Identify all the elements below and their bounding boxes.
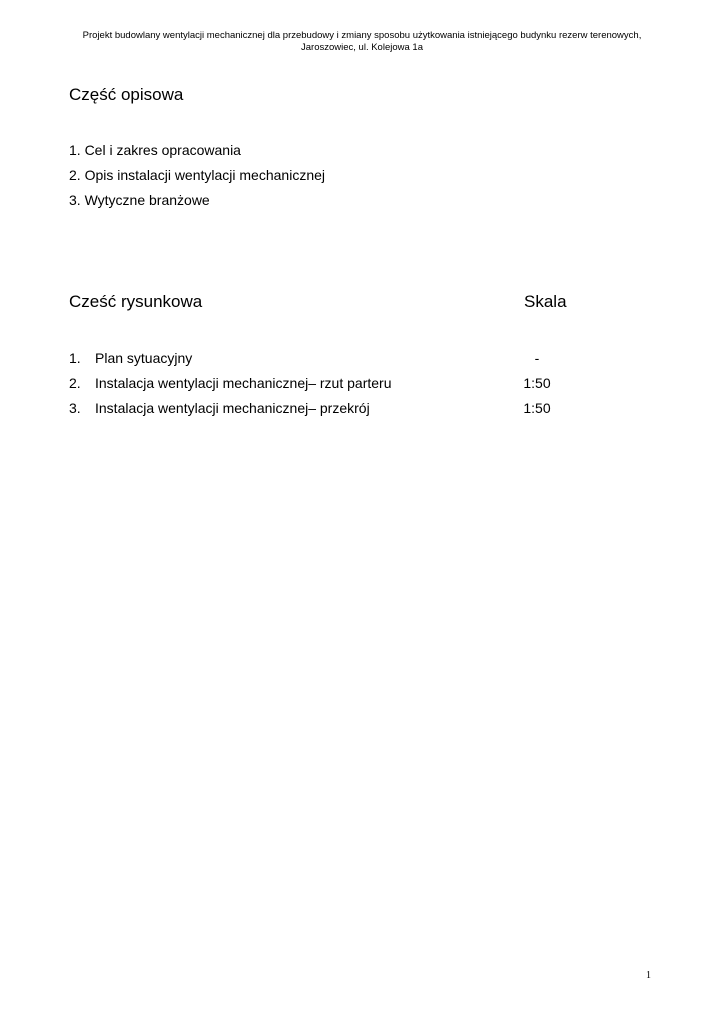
drawing-number: 1. — [69, 350, 81, 366]
drawing-scale: 1:50 — [523, 400, 551, 416]
drawings-list — [69, 349, 569, 424]
drawing-scale: - — [534, 350, 540, 366]
descriptive-item: 2. Opis instalacji wentylacji mechanicznej — [69, 167, 325, 183]
drawing-row — [69, 374, 569, 399]
drawing-number: 2. — [69, 375, 81, 391]
page-header — [40, 30, 684, 54]
drawing-row — [69, 349, 569, 374]
drawing-number: 3. — [69, 400, 81, 416]
descriptive-item: 3. Wytyczne branżowe — [69, 192, 210, 208]
page-number: 1 — [646, 970, 651, 981]
drawing-name: Plan sytuacyjny — [95, 350, 193, 366]
drawing-row — [69, 399, 569, 424]
drawing-name: Instalacja wentylacji mechanicznej– przekrój — [95, 400, 370, 416]
drawing-name: Instalacja wentylacji mechanicznej– rzut parteru — [95, 375, 392, 391]
descriptive-section-title: Część opisowa — [69, 85, 184, 104]
header-line-2: Jaroszowiec, ul. Kolejowa 1a — [301, 42, 423, 53]
scale-column-header: Skala — [524, 292, 567, 311]
header-line-1: Projekt budowlany wentylacji mechanicznej dla przebudowy i zmiany sposobu użytkowania istniejącego budynku rezerw terenowych, — [82, 30, 642, 41]
descriptive-item: 1. Cel i zakres opracowania — [69, 142, 241, 158]
drawing-scale: 1:50 — [523, 375, 551, 391]
descriptive-list — [69, 141, 325, 216]
drawings-section-title: Cześć rysunkowa — [69, 292, 203, 311]
